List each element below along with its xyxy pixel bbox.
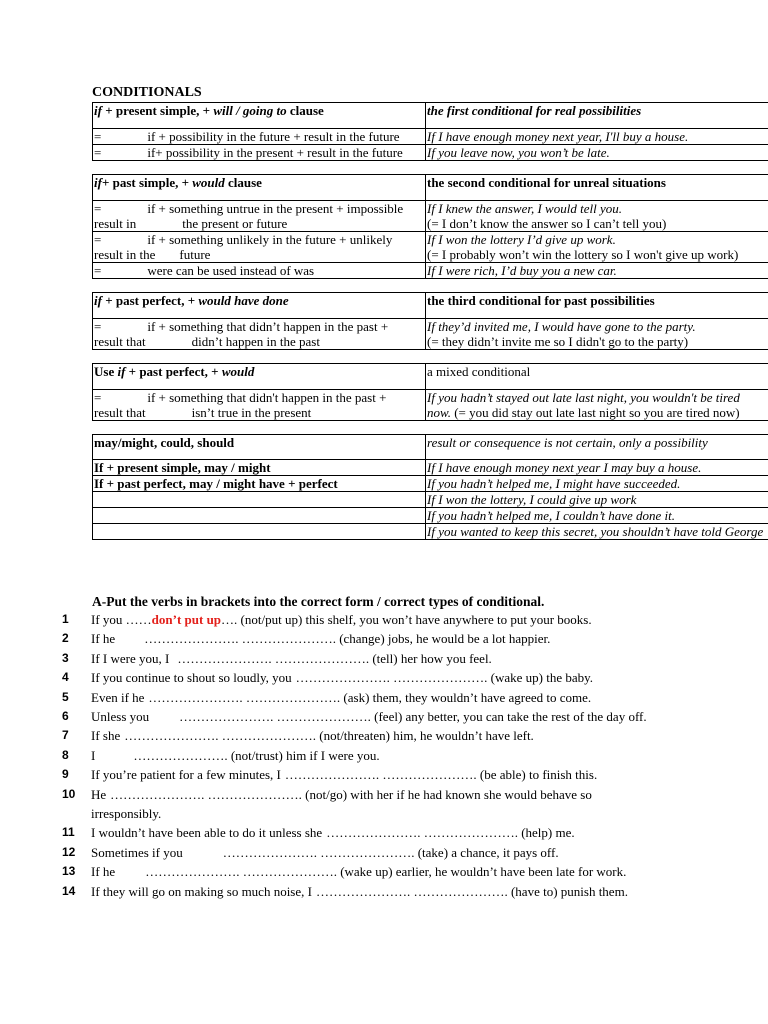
table-row-example: If they’d invited me, I would have gone to the party. (= they didn’t invite me so I didn't go to the party) bbox=[426, 319, 768, 350]
table-row-rule bbox=[93, 524, 426, 540]
item-number: 14 bbox=[62, 883, 76, 898]
blank-field[interactable]: …………………. …………………. (change) jobs, he would be a lot happier. bbox=[144, 631, 551, 647]
modal-verbs-description: result or consequence is not certain, only a possibility bbox=[426, 435, 768, 460]
item-number: 8 bbox=[62, 747, 69, 762]
list-item: 4 If you continue to shout so loudly, you …………………. …………………. (wake up) the baby. bbox=[62, 668, 762, 687]
third-conditional-description: the third conditional for past possibilities bbox=[426, 293, 768, 319]
list-item: 7 If she …………………. …………………. (not/threaten) him, he wouldn’t have left. bbox=[62, 726, 762, 745]
exercise-heading-block bbox=[92, 590, 768, 612]
blank-field[interactable]: …………………. …………………. (be able) to finish this. bbox=[284, 767, 598, 783]
list-item: 1 If you ……don’t put up…. (not/put up) this shelf, you won’t have anywhere to put your books. bbox=[62, 610, 762, 629]
table-row-example: If you hadn’t stayed out late last night, you wouldn't be tired now. (= you did stay out late last night so you are tired now) bbox=[426, 390, 768, 421]
blank-field[interactable]: …………………. …………………. (wake up) the baby. bbox=[295, 670, 594, 686]
item-number: 13 bbox=[62, 864, 76, 879]
list-item: 8 I …………………. (not/trust) him if I were you. bbox=[62, 746, 762, 765]
blank-field[interactable]: …………………. …………………. (ask) them, they wouldn’t have agreed to come. bbox=[148, 689, 592, 705]
second-conditional-header: if+ past simple, + would clause bbox=[93, 175, 426, 201]
exercise-list bbox=[62, 610, 762, 901]
table-row-example: If I were rich, I’d buy you a new car. bbox=[426, 263, 768, 279]
item-number: 4 bbox=[62, 670, 69, 685]
blank-field[interactable]: …………………. …………………. (not/threaten) him, he wouldn’t have left. bbox=[124, 728, 534, 744]
list-item-continuation: irresponsibly. bbox=[91, 806, 162, 822]
first-conditional-table bbox=[92, 102, 768, 161]
list-item: 10 He …………………. …………………. (not/go) with her if he had known she would behave so bbox=[62, 785, 762, 804]
blank-field[interactable]: …………………. …………………. (have to) punish them. bbox=[315, 883, 628, 899]
item-number: 5 bbox=[62, 689, 69, 704]
first-conditional-description: the first conditional for real possibilities bbox=[426, 103, 768, 129]
blank-field[interactable]: …………………. …………………. (feel) any better, you can take the rest of the day off. bbox=[179, 709, 647, 725]
modal-verbs-header: may/might, could, should bbox=[93, 435, 426, 460]
third-conditional-header: if + past perfect, + would have done bbox=[93, 293, 426, 319]
item-number: 12 bbox=[62, 844, 76, 859]
blank-field[interactable]: …………………. (not/trust) him if I were you. bbox=[133, 747, 380, 763]
table-row-rule: = if + something that didn’t happen in the past + result that didn’t happen in the past bbox=[93, 319, 426, 350]
table-row-rule: = if+ possibility in the present + result in the future bbox=[93, 145, 426, 161]
blank-field[interactable]: …………………. …………………. (not/go) with her if he had known she would behave so bbox=[110, 786, 592, 802]
table-row-example: If I have enough money next year, I'll buy a house. bbox=[426, 129, 768, 145]
blank-field[interactable]: …………………. …………………. (take) a chance, it pays off. bbox=[222, 844, 559, 860]
second-conditional-table bbox=[92, 174, 768, 279]
table-row-example: If you hadn’t helped me, I couldn’t have done it. bbox=[426, 508, 768, 524]
table-row-example: If I have enough money next year I may buy a house. bbox=[426, 460, 768, 476]
table-row-rule: If + past perfect, may / might have + perfect bbox=[93, 476, 426, 492]
table-row-rule: = if + possibility in the future + result in the future bbox=[93, 129, 426, 145]
third-conditional-table bbox=[92, 292, 768, 350]
mixed-conditional-header: Use if + past perfect, + would bbox=[93, 364, 426, 390]
mixed-conditional-table bbox=[92, 363, 768, 421]
table-row-example: If I won the lottery I’d give up work. (= I probably won’t win the lottery so I won't give up work) bbox=[426, 232, 768, 263]
blank-field[interactable]: …………………. …………………. (help) me. bbox=[326, 825, 575, 841]
table-row-rule: = if + something unlikely in the future + unlikely result in the future bbox=[93, 232, 426, 263]
table-row-example: If you wanted to keep this secret, you shouldn’t have told George bbox=[426, 524, 768, 540]
table-row-rule bbox=[93, 508, 426, 524]
item-number: 6 bbox=[62, 709, 69, 724]
table-row-rule: If + present simple, may / might bbox=[93, 460, 426, 476]
table-row-rule: = were can be used instead of was bbox=[93, 263, 426, 279]
blank-field[interactable]: …………………. …………………. (tell) her how you feel. bbox=[177, 650, 492, 666]
document-page bbox=[92, 84, 768, 553]
list-item: 6 Unless you …………………. …………………. (feel) any better, you can take the rest of the day off. bbox=[62, 707, 762, 726]
list-item: 2 If he …………………. …………………. (change) jobs, he would be a lot happier. bbox=[62, 629, 762, 648]
table-row-example: If you hadn’t helped me, I might have succeeded. bbox=[426, 476, 768, 492]
answer-text: don’t put up bbox=[151, 612, 222, 627]
mixed-conditional-description: a mixed conditional bbox=[426, 364, 768, 390]
table-row-rule: = if + something that didn't happen in the past + result that isn’t true in the present bbox=[93, 390, 426, 421]
exercise-title: A-Put the verbs in brackets into the correct form / correct types of conditional. bbox=[92, 594, 545, 609]
item-number: 9 bbox=[62, 767, 69, 782]
list-item: 3 If I were you, I …………………. …………………. (tell) her how you feel. bbox=[62, 649, 762, 668]
item-number: 7 bbox=[62, 728, 69, 743]
list-item: 11 I wouldn’t have been able to do it unless she …………………. …………………. (help) me. bbox=[62, 823, 762, 842]
item-number: 10 bbox=[62, 786, 76, 801]
page-title: CONDITIONALS bbox=[92, 85, 202, 100]
blank-field[interactable]: …………………. …………………. (wake up) earlier, he wouldn’t have been late for work. bbox=[145, 864, 627, 880]
first-conditional-header: if + present simple, + will / going to clause bbox=[93, 103, 426, 129]
table-row-example: If I knew the answer, I would tell you. (= I don’t know the answer so I can’t tell you) bbox=[426, 201, 768, 232]
list-item: 13 If he …………………. …………………. (wake up) earlier, he wouldn’t have been late for work. bbox=[62, 862, 762, 881]
table-row-example: If you leave now, you won’t be late. bbox=[426, 145, 768, 161]
modal-verbs-table bbox=[92, 434, 768, 540]
table-row-rule: = if + something untrue in the present + impossible result in the present or future bbox=[93, 201, 426, 232]
item-number: 2 bbox=[62, 631, 69, 646]
item-number: 1 bbox=[62, 612, 69, 626]
list-item: 14 If they will go on making so much noise, I …………………. …………………. (have to) punish them. bbox=[62, 882, 762, 901]
table-row-example: If I won the lottery, I could give up work bbox=[426, 492, 768, 508]
item-number: 11 bbox=[62, 825, 75, 840]
list-item: 12 Sometimes if you …………………. …………………. (take) a chance, it pays off. bbox=[62, 843, 762, 862]
list-item: 5 Even if he …………………. …………………. (ask) them, they wouldn’t have agreed to come. bbox=[62, 688, 762, 707]
list-item: 9 If you’re patient for a few minutes, I …………………. …………………. (be able) to finish this. bbox=[62, 765, 762, 784]
second-conditional-description: the second conditional for unreal situations bbox=[426, 175, 768, 201]
table-row-rule bbox=[93, 492, 426, 508]
item-number: 3 bbox=[62, 650, 69, 665]
